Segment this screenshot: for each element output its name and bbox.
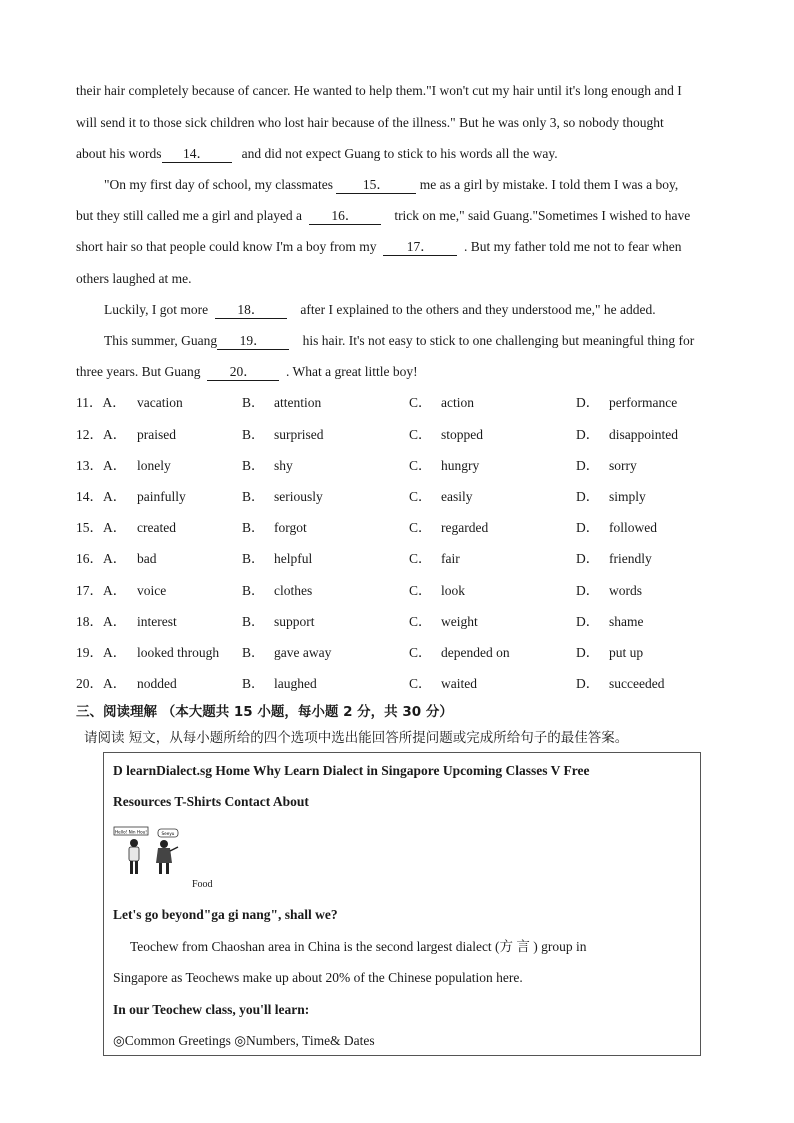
option-label: C． — [409, 458, 432, 473]
option-label: C． — [409, 583, 432, 598]
option-choice[interactable]: nodded — [137, 676, 177, 691]
option-choice[interactable]: put up — [609, 645, 644, 660]
option-label: D． — [576, 458, 600, 473]
option-row — [76, 582, 756, 600]
option-label: B． — [242, 614, 265, 629]
passage-text: and did not expect Guang to stick to his words all the way. — [241, 146, 558, 161]
passage-text: This summer, Guang — [104, 333, 218, 348]
person-2-arm — [170, 847, 178, 851]
option-choice[interactable]: gave away — [274, 645, 332, 660]
option-choice[interactable]: easily — [441, 489, 473, 504]
option-label: B． — [242, 395, 265, 410]
passage-text: me as a girl by mistake. I told them I was a boy, — [419, 177, 679, 192]
option-label: B． — [242, 520, 265, 535]
option-choice[interactable]: lonely — [137, 458, 171, 473]
passage-line-3 — [76, 145, 558, 163]
box-learn-heading: In our Teochew class, you'll learn: — [113, 1002, 310, 1017]
option-label: B． — [242, 676, 265, 691]
option-row — [76, 488, 756, 506]
option-row — [76, 426, 756, 444]
speech-bubble-2-text: Seeyu — [161, 831, 175, 837]
passage-text: short hair so that people could know I'm a boy from my — [76, 239, 377, 254]
option-label: 12．A． — [76, 427, 127, 442]
option-label: 18．A． — [76, 614, 127, 629]
option-label: B． — [242, 551, 265, 566]
blank-14[interactable]: 14． — [162, 146, 232, 163]
option-row — [76, 675, 756, 693]
people-talking-image — [112, 825, 188, 877]
section-heading: 三、阅读理解 （本大题共 15 小题，每小题 2 分，共 30 分） — [76, 704, 453, 720]
option-label: C． — [409, 427, 432, 442]
option-choice[interactable]: simply — [609, 489, 646, 504]
option-choice[interactable]: weight — [441, 614, 478, 629]
blank-15[interactable]: 15． — [336, 177, 416, 194]
passage-line-6 — [76, 238, 681, 256]
passage-line-10 — [76, 363, 418, 381]
option-row — [76, 550, 756, 568]
blank-19[interactable]: 19． — [217, 333, 289, 350]
option-label: 17．A． — [76, 583, 127, 598]
section-instruction: 请阅读 短文，从每小题所给的四个选项中选出能回答所提问题或完成所给句子的最佳答案。 — [84, 730, 629, 746]
option-choice[interactable]: created — [137, 520, 176, 535]
option-choice[interactable]: fair — [441, 551, 460, 566]
option-label: D． — [576, 427, 600, 442]
option-choice[interactable]: shy — [274, 458, 293, 473]
option-label: 14．A． — [76, 489, 127, 504]
option-label: C． — [409, 520, 432, 535]
option-label: B． — [242, 583, 265, 598]
option-choice[interactable]: action — [441, 395, 474, 410]
option-choice[interactable]: stopped — [441, 427, 483, 442]
option-label: 19．A． — [76, 645, 127, 660]
option-row — [76, 644, 756, 662]
person-2-leg — [166, 863, 169, 874]
passage-text: but they still called me a girl and played a — [76, 208, 303, 223]
option-label: D． — [576, 395, 600, 410]
option-choice[interactable]: hungry — [441, 458, 480, 473]
option-choice[interactable]: vacation — [137, 395, 183, 410]
option-label: C． — [409, 551, 432, 566]
option-choice[interactable]: helpful — [274, 551, 313, 566]
passage-line-2: will send it to those sick children who lost hair because of the illness." But he was only 3, so nobody thought — [76, 115, 664, 130]
passage-line-4 — [104, 176, 678, 194]
box-paragraph-1: Teochew from Chaoshan area in China is the second largest dialect (方 言 ) group in — [130, 939, 587, 954]
box-paragraph-2: Singapore as Teochews make up about 20% of the Chinese population here. — [113, 970, 523, 985]
option-choice[interactable]: disappointed — [609, 427, 678, 442]
option-label: 16．A． — [76, 551, 127, 566]
blank-17[interactable]: 17． — [383, 239, 457, 256]
option-choice[interactable]: shame — [609, 614, 644, 629]
option-label: 15．A． — [76, 520, 127, 535]
passage-text: three years. But Guang — [76, 364, 201, 379]
option-label: B． — [242, 645, 265, 660]
option-row — [76, 457, 756, 475]
option-label: 11．A． — [76, 395, 126, 410]
reading-webpage-box — [103, 752, 701, 1056]
option-label: C． — [409, 676, 432, 691]
option-choice[interactable]: look — [441, 583, 466, 598]
option-choice[interactable]: laughed — [274, 676, 317, 691]
option-label: D． — [576, 614, 600, 629]
option-label: D． — [576, 645, 600, 660]
option-label: C． — [409, 489, 432, 504]
passage-text: his hair. It's not easy to stick to one challenging but meaningful thing for — [302, 333, 695, 348]
option-label: 13．A． — [76, 458, 127, 473]
option-choice[interactable]: painfully — [137, 489, 186, 504]
passage-text: about his words — [76, 146, 162, 161]
option-choice[interactable]: praised — [137, 427, 176, 442]
option-label: D． — [576, 489, 600, 504]
option-label: B． — [242, 489, 265, 504]
option-row — [76, 519, 756, 537]
option-choice[interactable]: surprised — [274, 427, 324, 442]
nav-line-1: D learnDialect.sg Home Why Learn Dialect in Singapore Upcoming Classes V Free — [113, 763, 590, 778]
person-2-head — [160, 840, 168, 848]
passage-text: trick on me," said Guang."Sometimes I wished to have — [394, 208, 691, 223]
option-row — [76, 394, 756, 412]
passage-text: "On my first day of school, my classmates — [104, 177, 333, 192]
option-choice[interactable]: sorry — [609, 458, 637, 473]
option-label: C． — [409, 395, 432, 410]
passage-text: . What a great little boy! — [285, 364, 418, 379]
box-question: Let's go beyond"ga gi nang", shall we? — [113, 907, 338, 922]
option-label: C． — [409, 645, 432, 660]
option-choice[interactable]: forgot — [274, 520, 307, 535]
option-label: D． — [576, 676, 600, 691]
option-choice[interactable]: depended on — [441, 645, 510, 660]
person-1-leg — [130, 861, 133, 874]
option-choice[interactable]: succeeded — [609, 676, 665, 691]
option-choice[interactable]: followed — [609, 520, 657, 535]
image-caption: Food — [192, 879, 213, 890]
option-label: B． — [242, 458, 265, 473]
passage-line-9 — [104, 332, 694, 350]
option-row — [76, 613, 756, 631]
option-choice[interactable]: bad — [137, 551, 157, 566]
option-choice[interactable]: friendly — [609, 551, 652, 566]
option-choice[interactable]: attention — [274, 395, 322, 410]
person-1-body — [129, 847, 139, 861]
option-choice[interactable]: interest — [137, 614, 177, 629]
option-choice[interactable]: waited — [441, 676, 477, 691]
option-label: 20．A． — [76, 676, 127, 691]
option-label: D． — [576, 520, 600, 535]
passage-text: after I explained to the others and they understood me," he added. — [300, 302, 656, 317]
passage-line-8 — [104, 301, 656, 319]
passage-line-7: others laughed at me. — [76, 271, 192, 286]
option-label: D． — [576, 551, 600, 566]
box-learn-items: ◎Common Greetings ◎Numbers, Time& Dates — [113, 1033, 375, 1048]
passage-line-5 — [76, 207, 690, 225]
passage-text: . But my father told me not to fear when — [464, 239, 682, 254]
person-1-head — [130, 839, 138, 847]
person-2-body — [156, 848, 172, 863]
nav-line-2: Resources T-Shirts Contact About — [113, 794, 309, 809]
passage-line-1: their hair completely because of cancer. He wanted to help them."I won't cut my hair until it's long enough and I — [76, 83, 682, 98]
blank-20[interactable]: 20． — [207, 364, 279, 381]
option-choice[interactable]: words — [609, 583, 642, 598]
option-choice[interactable]: voice — [137, 583, 167, 598]
option-choice[interactable]: regarded — [441, 520, 489, 535]
option-choice[interactable]: support — [274, 614, 315, 629]
person-2-leg — [159, 863, 162, 874]
option-choice[interactable]: looked through — [137, 645, 220, 660]
blank-16[interactable]: 16． — [309, 208, 381, 225]
option-choice[interactable]: performance — [609, 395, 678, 410]
option-label: B． — [242, 427, 265, 442]
option-choice[interactable]: seriously — [274, 489, 323, 504]
option-label: C． — [409, 614, 432, 629]
option-label: D． — [576, 583, 600, 598]
person-1-leg — [135, 861, 138, 874]
option-choice[interactable]: clothes — [274, 583, 313, 598]
blank-18[interactable]: 18． — [215, 302, 287, 319]
speech-bubble-1-text: Hello! Nin Hou! — [115, 829, 147, 835]
passage-text: Luckily, I got more — [104, 302, 209, 317]
